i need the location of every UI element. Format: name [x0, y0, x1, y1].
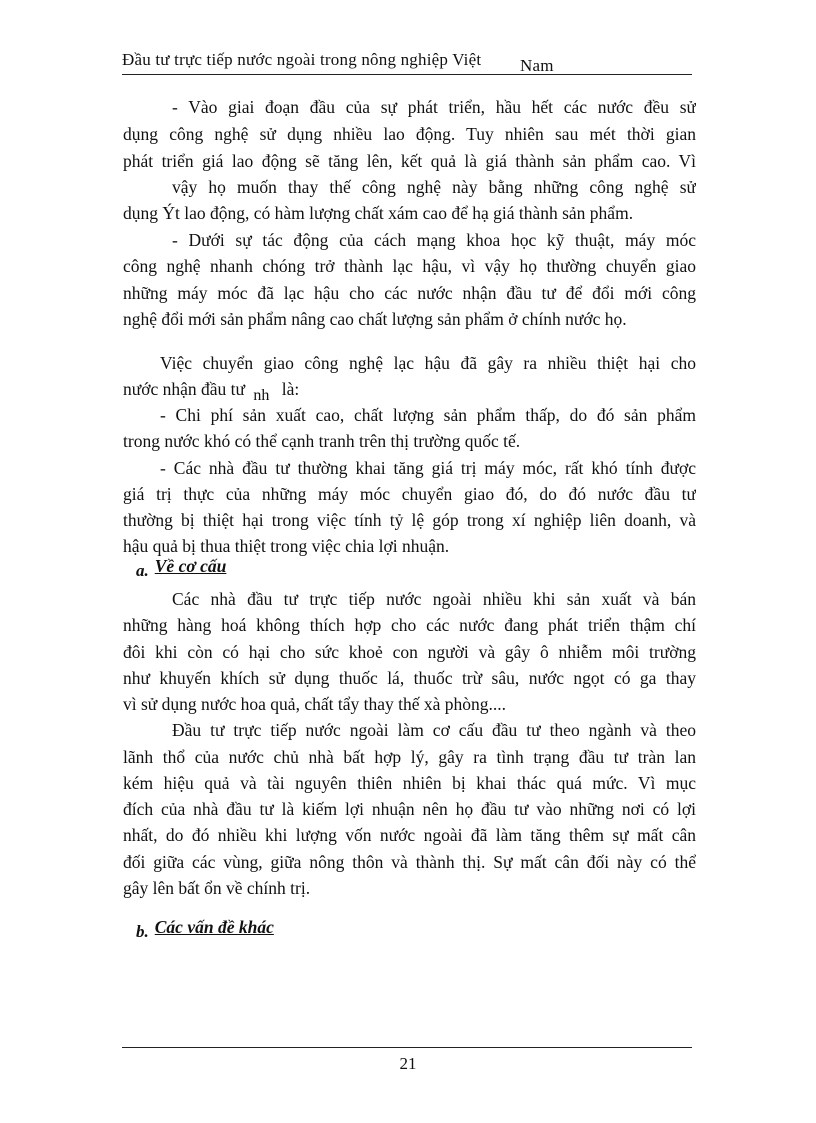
section-b-heading: [136, 917, 274, 941]
para6-line-5: vì sử dụng nước hoa quả, chất tẩy thay thế xà phòng....: [123, 694, 507, 714]
para3-line-2-end: là:: [281, 379, 300, 399]
para1-line-3: phát triển giá lao động sẽ tăng lên, kết quả là giá thành sản phẩm cao. Vì: [123, 151, 696, 171]
para5-line-3: thường bị thiệt hại trong việc tính tỷ lệ góp trong xí nghiệp liên doanh, và: [123, 510, 696, 530]
header-title-tail: Nam: [520, 56, 554, 75]
section-a-mark: a.: [136, 561, 149, 580]
para3-subscript: nh: [253, 387, 270, 404]
section-a-heading: [136, 556, 227, 580]
page-number: 21: [399, 1054, 417, 1073]
para1-line-5: dụng Ýt lao động, có hàm lượng chất xám cao để hạ giá thành sản phẩm.: [123, 203, 634, 223]
para7-line-4: đích của nhà đầu tư là kiếm lợi nhuận nên họ đầu tư vào những nơi có lợi: [123, 799, 696, 819]
para6-line-4: như khuyến khích sử dụng thuốc lá, thuốc trừ sâu, nước ngọt có ga thay: [123, 668, 696, 688]
para5-line-4: hậu quả bị thua thiệt trong việc chia lợi nhuận.: [123, 536, 450, 556]
para7-line-5: nhất, do đó nhiều khi lượng vốn nước ngoài đã làm tăng thêm sự mất cân: [123, 825, 696, 845]
para2-line-4: nghệ đổi mới sản phẩm nâng cao chất lượng sản phẩm ở chính nước họ.: [123, 309, 627, 329]
para1-line-1: - Vào giai đoạn đầu của sự phát triển, hầu hết các nước đều sử: [172, 97, 696, 117]
para7-line-1: Đầu tư trực tiếp nước ngoài làm cơ cấu đầu tư theo ngành và theo: [172, 720, 696, 740]
para1-line-2: dụng công nghệ sử dụng nhiều lao động. Tuy nhiên sau mét thời gian: [123, 124, 696, 144]
para2-line-3: những máy móc đã lạc hậu cho các nước nhận đầu tư để đổi mới công: [123, 283, 696, 303]
para6-line-1: Các nhà đầu tư trực tiếp nước ngoài nhiều khi sản xuất và bán: [172, 589, 696, 609]
para3-line-2: [123, 377, 299, 403]
para3-line-1: Việc chuyển giao công nghệ lạc hậu đã gây ra nhiều thiệt hại cho: [160, 353, 696, 373]
para7-line-7: gây lên bất ổn về chính trị.: [123, 878, 311, 898]
para6-line-3: đôi khi còn có hại cho sức khoẻ con người và gây ô nhiễm môi trường: [123, 642, 696, 662]
running-header: [122, 50, 692, 75]
para3-line-2-text: nước nhận đầu tư: [123, 379, 246, 399]
para2-line-1: - Dưới sự tác động của cách mạng khoa học kỹ thuật, máy móc: [172, 230, 696, 250]
section-a-title: Về cơ cấu: [154, 556, 227, 576]
para5-line-2: giá trị thực của những máy móc chuyển giao đó, do đó nước đầu tư: [123, 484, 696, 504]
para1-line-4: vậy họ muốn thay thế công nghệ này bằng những công nghệ sử: [172, 177, 696, 197]
section-b-title: Các vấn đề khác: [154, 917, 274, 937]
header-title: Đầu tư trực tiếp nước ngoài trong nông nghiệp Việt: [122, 50, 482, 69]
para6-line-2: những hàng hoá không thích hợp cho các nước đang phát triển thậm chí: [123, 615, 696, 635]
para7-line-2: lãnh thổ của nước chủ nhà bất hợp lý, gây ra tình trạng đầu tư tràn lan: [123, 747, 696, 767]
para4-line-1: - Chi phí sản xuất cao, chất lượng sản phẩm thấp, do đó sản phẩm: [160, 405, 696, 425]
para7-line-3: kém hiệu quả và tài nguyên thiên nhiên bị khai thác quá mức. Vì mục: [123, 773, 696, 793]
section-b-mark: b.: [136, 922, 149, 941]
para4-line-2: trong nước khó có thể cạnh tranh trên thị trường quốc tế.: [123, 431, 521, 451]
para5-line-1: - Các nhà đầu tư thường khai tăng giá trị máy móc, rất khó tính được: [160, 458, 696, 478]
para7-line-6: đối giữa các vùng, giữa nông thôn và thành thị. Sự mất cân đối này có thể: [123, 852, 696, 872]
footer-rule: [122, 1047, 692, 1048]
para2-line-2: công nghệ nhanh chóng trở thành lạc hậu, vì vậy họ thường chuyển giao: [123, 256, 696, 276]
